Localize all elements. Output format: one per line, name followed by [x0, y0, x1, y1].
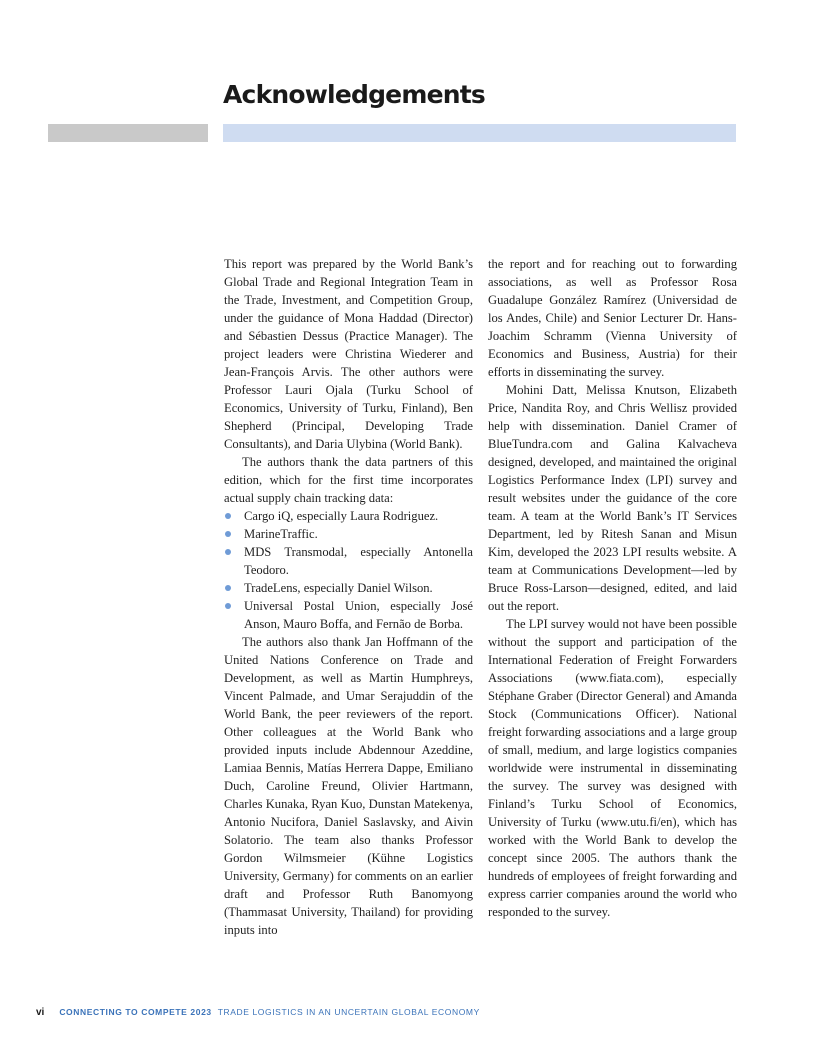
page-title: Acknowledgements	[223, 80, 485, 109]
header-blue-bar	[223, 124, 736, 142]
paragraph: The authors also thank Jan Hoffmann of the United Nations Conference on Trade and Development, as well as Martin Humphreys, Vincent Palmade, and Umar Serajuddin of the World Bank, the peer reviewers of the report. Other colleagues at the World Bank who provided inputs include Abdennour Azeddine, Lamiaa Bennis, Matías Herrera Dappe, Emiliano Duch, Caroline Freund, Olivier Hartmann, Charles Kunaka, Ryan Kuo, Dunstan Matekenya, Antonio Nucifora, Daniel Saslavsky, and Aivin Solatorio. The team also thanks Professor Gordon Wilmsmeier (Kühne Logistics University, Germany) for comments on an earlier draft and Professor Ruth Banomyong (Thammasat University, Thailand) for providing inputs into	[224, 635, 473, 937]
list-item	[224, 579, 473, 597]
paragraph: The authors thank the data partners of this edition, which for the first time incorporates actual supply chain tracking data:	[224, 455, 473, 505]
bullet-icon	[225, 531, 231, 537]
page-footer	[36, 1007, 480, 1018]
paragraph: The LPI survey would not have been possible without the support and participation of the International Federation of Freight Forwarders Associations (www.fiata.com), especially Stéphane Graber (Director General) and Amanda Stock (Communications Officer). National freight forwarding associations and a large group of small, medium, and large logistics companies worldwide were instrumental in disseminating the survey. The survey was designed with Finland’s Turku School of Economics, University of Turku (www.utu.fi/en), which has worked with the World Bank to develop the concept since 2005. The authors thank the hundreds of employees of freight forwarding and express carrier companies around the world who responded to the survey.	[488, 617, 737, 919]
list-item-text: TradeLens, especially Daniel Wilson.	[244, 581, 433, 595]
list-item-text: MDS Transmodal, especially Antonella Teodoro.	[244, 545, 473, 577]
left-column	[224, 255, 473, 939]
bullet-icon	[225, 549, 231, 555]
list-item	[224, 543, 473, 579]
header-gray-bar	[48, 124, 208, 142]
page-number: vi	[36, 1007, 45, 1018]
paragraph: This report was prepared by the World Bank’s Global Trade and Regional Integration Team in the Trade, Investment, and Competition Group, under the guidance of Mona Haddad (Director) and Sébastien Dessus (Practice Manager). The project leaders were Christina Wiederer and Jean-François Arvis. The other authors were Professor Lauri Ojala (Turku School of Economics, University of Turku, Finland), Ben Shepherd (Principal, Developing Trade Consultants), and Daria Ulybina (World Bank).	[224, 257, 473, 451]
report-title: CONNECTING TO COMPETE 2023	[59, 1007, 212, 1017]
paragraph: Mohini Datt, Melissa Knutson, Elizabeth Price, Nandita Roy, and Chris Wellisz provided help with dissemination. Daniel Cramer of BlueTundra.com and Galina Kalvacheva designed, developed, and maintained the original Logistics Performance Index (LPI) survey and result websites under the guidance of the core team. A team at the World Bank’s IT Services Department, led by Ritesh Sanan and Misun Kim, developed the 2023 LPI results website. A team at Communications Development—led by Bruce Ross-Larson—designed, edited, and laid out the report.	[488, 383, 737, 613]
data-partners-list	[224, 507, 473, 633]
list-item	[224, 597, 473, 633]
right-column	[488, 255, 737, 921]
list-item-text: MarineTraffic.	[244, 527, 318, 541]
list-item-text: Cargo iQ, especially Laura Rodriguez.	[244, 509, 439, 523]
list-item	[224, 525, 473, 543]
list-item-text: Universal Postal Union, especially José Anson, Mauro Boffa, and Fernão de Borba.	[244, 599, 473, 631]
bullet-icon	[225, 585, 231, 591]
list-item	[224, 507, 473, 525]
paragraph: the report and for reaching out to forwarding associations, as well as Professor Rosa Guadalupe González Ramírez (Universidad de los Andes, Chile) and Senior Lecturer Dr. Hans-Joachim Schramm (Vienna University of Economics and Business, Austria) for their efforts in disseminating the survey.	[488, 257, 737, 379]
bullet-icon	[225, 513, 231, 519]
bullet-icon	[225, 603, 231, 609]
report-subtitle: TRADE LOGISTICS IN AN UNCERTAIN GLOBAL ECONOMY	[217, 1007, 480, 1017]
